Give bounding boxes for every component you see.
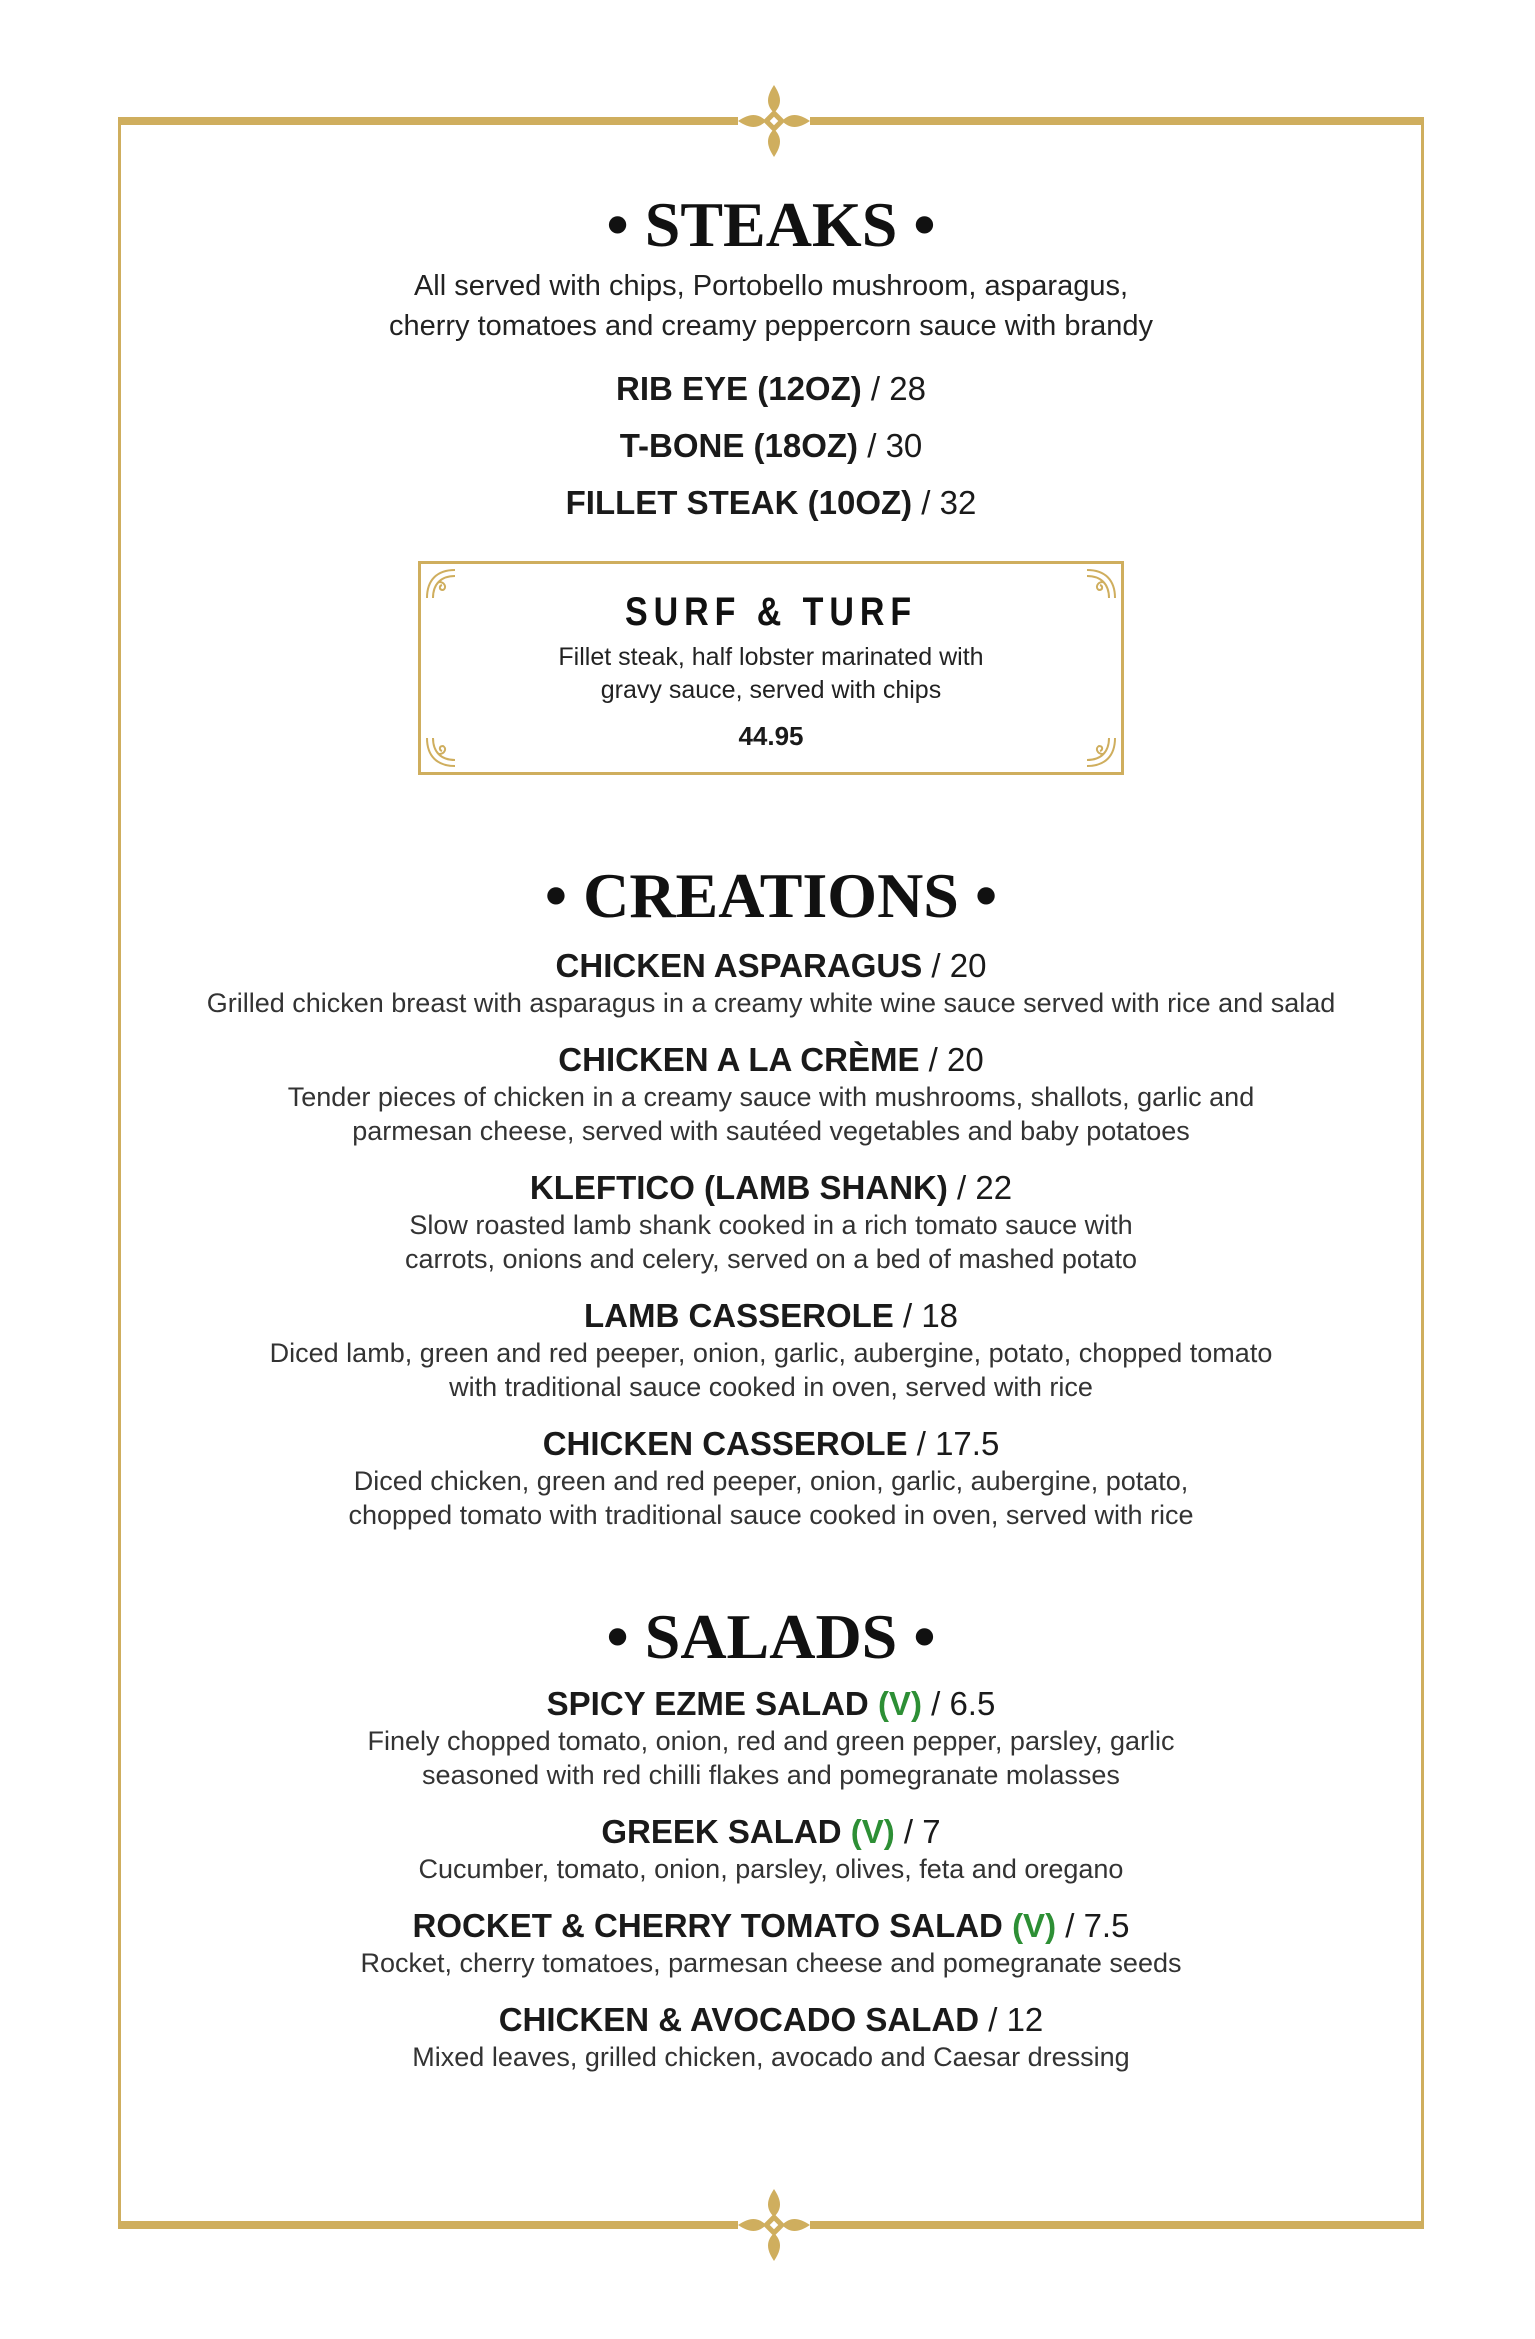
dish-name: KLEFTICO (LAMB SHANK) bbox=[529, 1168, 948, 1206]
steaks-title: • STEAKS • bbox=[606, 189, 936, 260]
dish-description: chopped tomato with traditional sauce cooked in oven, served with rice bbox=[348, 1499, 1194, 1530]
steak-item-rib-eye bbox=[120, 360, 1422, 417]
corner-flourish-icon bbox=[425, 718, 475, 768]
frame-bottom-right-line bbox=[810, 2221, 1424, 2229]
surf-and-turf-title: SURF & TURF bbox=[624, 590, 918, 635]
dish-description: Diced lamb, green and red peeper, onion, garlic, aubergine, potato, chopped tomato bbox=[269, 1337, 1273, 1368]
salads-section bbox=[120, 1602, 1422, 2074]
dish-name: LAMB CASSEROLE bbox=[583, 1296, 894, 1334]
surf-and-turf-price: 44.95 bbox=[738, 721, 804, 752]
dish-description: Diced chicken, green and red peeper, onion, garlic, aubergine, potato, bbox=[353, 1465, 1189, 1496]
dish-chicken-a-la-creme bbox=[120, 1040, 1422, 1148]
dish-description: Finely chopped tomato, onion, red and green pepper, parsley, garlic bbox=[367, 1726, 1175, 1757]
dish-greek-salad bbox=[120, 1812, 1422, 1886]
menu-content bbox=[120, 190, 1422, 2094]
corner-flourish-icon bbox=[425, 568, 475, 618]
dish-description: Mixed leaves, grilled chicken, avocado and Caesar dressing bbox=[412, 2042, 1130, 2073]
dish-description: Cucumber, tomato, onion, parsley, olives, feta and oregano bbox=[418, 1854, 1124, 1885]
creations-section bbox=[120, 861, 1422, 1531]
surf-desc-line-2: gravy sauce, served with chips bbox=[600, 676, 942, 705]
vegetarian-mark: (V) bbox=[850, 1813, 895, 1851]
dish-description: parmesan cheese, served with sautéed vegetables and baby potatoes bbox=[352, 1115, 1190, 1146]
dish-name: GREEK SALAD bbox=[601, 1813, 851, 1851]
dish-price: / 7.5 bbox=[1056, 1907, 1130, 1945]
steaks-subtitle-line-1: All served with chips, Portobello mushroom, asparagus, bbox=[413, 270, 1129, 303]
corner-flourish-icon bbox=[1067, 568, 1117, 618]
dish-price: / 17.5 bbox=[907, 1424, 1000, 1462]
dish-price: / 7 bbox=[894, 1813, 941, 1851]
dish-price: / 6.5 bbox=[921, 1685, 996, 1723]
steak-item-fillet bbox=[120, 474, 1422, 531]
dish-description: carrots, onions and celery, served on a bed of mashed potato bbox=[405, 1243, 1137, 1274]
steak-name: FILLET STEAK (10OZ) bbox=[565, 484, 913, 522]
dish-price: / 20 bbox=[919, 1040, 984, 1078]
dish-name: CHICKEN A LA CRÈME bbox=[558, 1040, 920, 1078]
steaks-subtitle bbox=[120, 266, 1422, 346]
dish-price: / 18 bbox=[893, 1296, 959, 1334]
dish-chicken-casserole bbox=[120, 1424, 1422, 1532]
creations-title: • CREATIONS • bbox=[544, 860, 998, 932]
frame-top-left-line bbox=[118, 117, 738, 125]
dish-lamb-casserole bbox=[120, 1296, 1422, 1404]
surf-desc-line-1: Fillet steak, half lobster marinated with bbox=[558, 643, 984, 672]
dish-description: Grilled chicken breast with asparagus in a creamy white wine sauce served with rice and salad bbox=[206, 987, 1336, 1018]
dish-price: / 22 bbox=[947, 1168, 1013, 1206]
dish-kleftico bbox=[120, 1168, 1422, 1276]
steaks-subtitle-line-2: cherry tomatoes and creamy peppercorn sauce with brandy bbox=[388, 310, 1154, 343]
dish-name: CHICKEN ASPARAGUS bbox=[555, 946, 923, 984]
dish-name: CHICKEN CASSEROLE bbox=[542, 1424, 908, 1462]
top-ornament-icon bbox=[734, 81, 814, 161]
dish-price: / 12 bbox=[979, 2001, 1044, 2039]
frame-top-right-line bbox=[810, 117, 1424, 125]
dish-name: SPICY EZME SALAD bbox=[546, 1685, 878, 1723]
steak-price: / 28 bbox=[861, 370, 926, 408]
corner-flourish-icon bbox=[1067, 718, 1117, 768]
steak-price: / 30 bbox=[858, 427, 923, 465]
salads-title: • SALADS • bbox=[606, 1600, 936, 1672]
vegetarian-mark: (V) bbox=[877, 1685, 922, 1723]
dish-rocket-cherry-tomato-salad bbox=[120, 1906, 1422, 1980]
vegetarian-mark: (V) bbox=[1012, 1907, 1057, 1945]
dish-chicken-asparagus bbox=[120, 946, 1422, 1020]
dish-description: Slow roasted lamb shank cooked in a rich tomato sauce with bbox=[409, 1209, 1133, 1240]
surf-and-turf-description bbox=[421, 641, 1121, 707]
dish-description: seasoned with red chilli flakes and pomegranate molasses bbox=[422, 1760, 1120, 1791]
surf-and-turf-box bbox=[418, 561, 1124, 775]
dish-name: CHICKEN & AVOCADO SALAD bbox=[498, 2001, 980, 2039]
dish-name: ROCKET & CHERRY TOMATO SALAD bbox=[412, 1907, 1013, 1945]
steak-item-t-bone bbox=[120, 417, 1422, 474]
dish-description: with traditional sauce cooked in oven, served with rice bbox=[449, 1371, 1093, 1402]
frame-bottom-left-line bbox=[118, 2221, 738, 2229]
bottom-ornament-icon bbox=[734, 2185, 814, 2265]
dish-chicken-avocado-salad bbox=[120, 2000, 1422, 2074]
dish-spicy-ezme-salad bbox=[120, 1684, 1422, 1792]
dish-description: Tender pieces of chicken in a creamy sauce with mushrooms, shallots, garlic and bbox=[287, 1081, 1255, 1112]
steak-price: / 32 bbox=[912, 484, 977, 522]
steak-name: T-BONE (18OZ) bbox=[619, 427, 859, 465]
dish-description: Rocket, cherry tomatoes, parmesan cheese and pomegranate seeds bbox=[360, 1948, 1182, 1979]
steaks-section bbox=[120, 190, 1422, 775]
steak-name: RIB EYE (12OZ) bbox=[616, 370, 862, 408]
dish-price: / 20 bbox=[922, 946, 987, 984]
